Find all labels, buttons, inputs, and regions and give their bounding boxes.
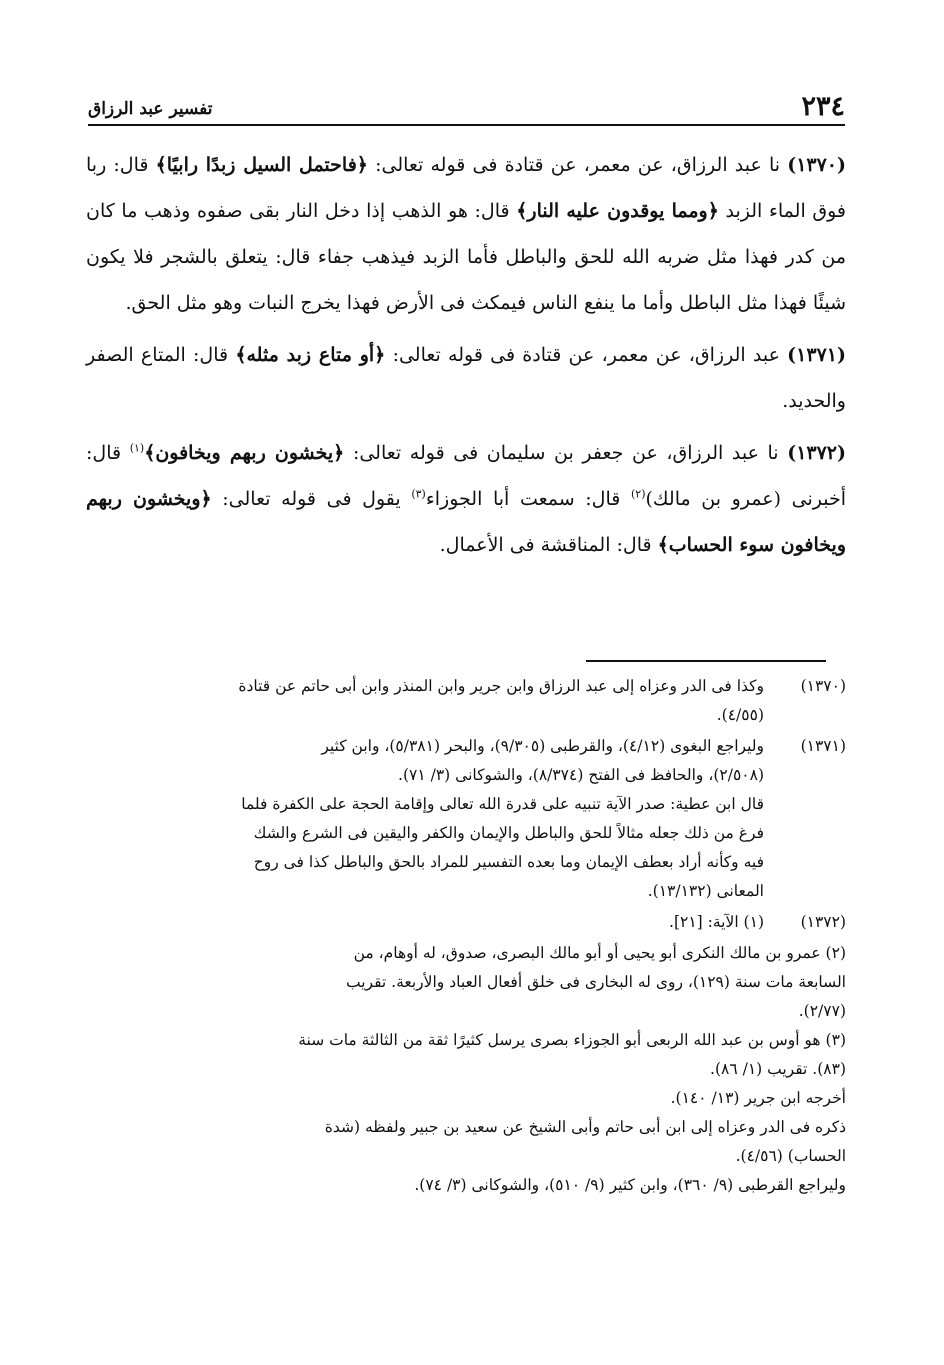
quran-quote: ﴿ومما يوقدون عليه النار﴾ (516, 200, 719, 222)
footnote-body (86, 732, 764, 906)
entry-text: نا عبد الرزاق، عن جعفر بن سليمان فى قوله تعالى: (352, 442, 779, 464)
footnote-line: فيه وكأنه أراد بعطف الإيمان وما بعده التفسير للمراد بالحق والباطل كذا فى روح (253, 853, 764, 871)
entry-text: عبد الرزاق، عن معمر، عن قتادة فى قوله تعالى: (392, 344, 780, 366)
entry-number: (١٣٧٠) (787, 154, 847, 176)
footnotes (86, 672, 846, 1200)
footnote-divider (586, 660, 826, 662)
entry-text: قال: المتاع الصفر والحديد. (86, 344, 846, 412)
entry-text: قال: ربا فوق الماء الزبد (86, 154, 847, 222)
footnote-line (86, 939, 846, 968)
footnote-body (86, 672, 764, 730)
footnote-line: (١) الآية: [٢١]. (669, 913, 764, 931)
footnote-number: (١٣٧٢) (800, 913, 846, 931)
main-text (86, 142, 846, 574)
footnote-line: الحساب) (٤/٥٦). (735, 1147, 846, 1165)
quran-quote: ﴿أو متاع زبد مثله﴾ (235, 344, 386, 366)
footnote-line: وكذا فى الدر وعزاه إلى عبد الرزاق وابن جرير وابن المنذر وابن أبى حاتم عن قتادة (238, 677, 764, 695)
footnote-line: (٨٣). تقريب (١/ ٨٦). (710, 1060, 846, 1078)
quran-quote: ﴿فاحتمل السيل زبدًا رابيًا﴾ (155, 154, 368, 176)
entry-text: يقول فى قوله تعالى: (222, 488, 401, 510)
footnote-1371 (86, 732, 846, 906)
entry-1370 (86, 142, 846, 326)
footnote-1372-3 (86, 1026, 846, 1200)
footnote-line: (٢/٧٧). (798, 1002, 846, 1020)
entry-text: نا عبد الرزاق، عن معمر، عن قتادة فى قوله تعالى: (375, 154, 781, 176)
footnote-line: السابعة مات سنة (١٢٩)، روى له البخارى فى خلق أفعال العباد والأربعة. تقريب (345, 973, 846, 991)
footnote-line: (٢/٥٠٨)، والحافظ فى الفتح (٨/٣٧٤)، والشوكانى (٣/ ٧١). (398, 766, 764, 784)
entry-text: قال: أخبرنى (عمرو بن مالك) (86, 442, 847, 510)
quran-quote: ﴿يخشون ربهم ويخافون﴾ (144, 442, 345, 464)
footnote-body (86, 908, 764, 937)
footnote-line (86, 1026, 846, 1055)
footnote-line: أخرجه ابن جرير (١٣/ ١٤٠). (670, 1089, 846, 1107)
footnote-line: (٤/٥٥). (716, 706, 764, 724)
entry-paragraph (86, 142, 846, 326)
footnote-number: (١٣٧٠) (800, 677, 846, 695)
page-number: ٢٣٤ (801, 91, 845, 122)
entry-text: قال: هو الذهب إذا دخل النار بقى صفوه وذهب ما كان من كدر فهذا مثل ضربه الله للحق والباطل فأما الزبد فيذهب جفاء قال: يتعلق بالشجر فلا يكون شيئًا فهذا مثل الباطل وأما ما ينفع الناس فيمكث فى الأرض فهذا يخرج النبات وهو مثل الحق. (86, 200, 846, 314)
entry-paragraph (86, 430, 846, 568)
entry-paragraph (86, 332, 846, 424)
footnote-line: وليراجع القرطبى (٩/ ٣٦٠)، وابن كثير (٩/ ٥١٠)، والشوكانى (٣/ ٧٤). (414, 1176, 846, 1194)
footnote-subnumber: (٣) (825, 1031, 846, 1049)
entry-number: (١٣٧١) (787, 344, 846, 366)
footnote-line: المعانى (١٣/١٣٢). (647, 882, 764, 900)
quran-quote: ﴿ويخشون ربهم ويخافون سوء الحساب﴾ (86, 488, 846, 556)
footnote-1372-2 (86, 939, 846, 1026)
footnote-line: قال ابن عطية: صدر الآية تنبيه على قدرة الله تعالى وإقامة الحجة على الكفرة فلما (241, 795, 764, 813)
footnote-line: فرغ من ذلك جعله مثالاً للحق والباطل والإيمان والكفر واليقين فى الشرع والشك (253, 824, 764, 842)
footnote-line: وليراجع البغوى (٤/١٢)، والقرطبى (٩/٣٠٥)، والبحر (٥/٣٨١)، وابن كثير (321, 737, 764, 755)
book-title: تفسير عبد الرزاق (88, 99, 213, 119)
footnote-line: ذكره فى الدر وعزاه إلى ابن أبى حاتم وأبى الشيخ عن سعيد بن جبير ولفظه (شدة (324, 1118, 846, 1136)
footnote-text: عمرو بن مالك النكرى أبو يحيى أو أبو مالك البصرى، صدوق، له أوهام، من (353, 944, 821, 962)
footnote-ref[interactable]: (٢) (630, 487, 646, 501)
entry-text: قال: المناقشة فى الأعمال. (439, 534, 652, 556)
footnote-text: هو أوس بن عبد الله الربعى أبو الجوزاء بصرى يرسل كثيرًا ثقة من الثالثة مات سنة (298, 1031, 821, 1049)
footnote-ref[interactable]: (٣) (411, 487, 426, 501)
footnote-ref[interactable]: (١) (129, 441, 145, 455)
entry-1372 (86, 430, 846, 568)
footnote-subnumber: (٢) (825, 944, 846, 962)
footnote-1372 (86, 908, 846, 937)
entry-text: قال: سمعت أبا الجوزاء (425, 488, 621, 510)
footnote-1370 (86, 672, 846, 730)
entry-number: (١٣٧٢) (787, 442, 847, 464)
entry-1371 (86, 332, 846, 424)
footnote-number: (١٣٧١) (800, 737, 846, 755)
page-header (88, 86, 845, 126)
